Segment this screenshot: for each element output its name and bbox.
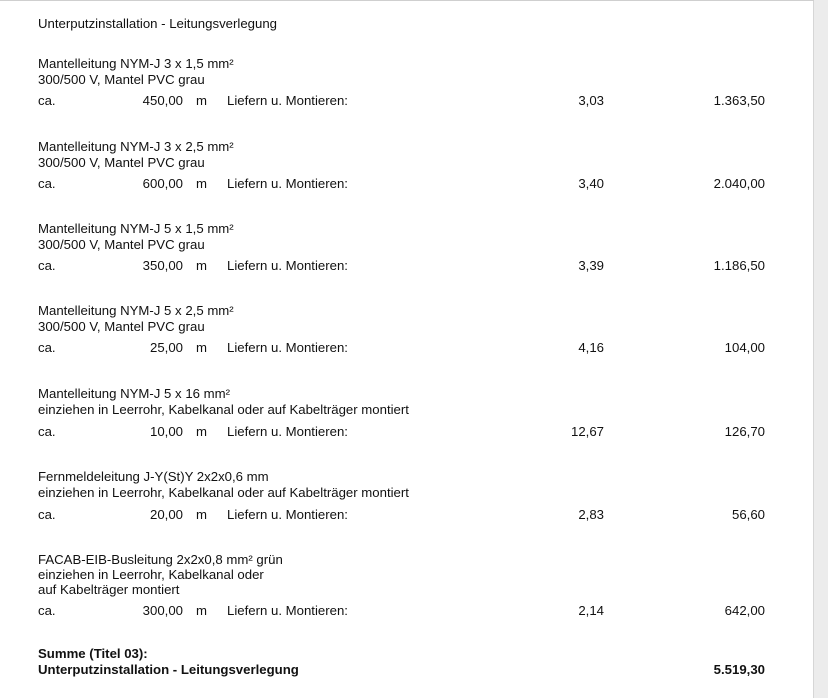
unit: m <box>196 603 207 618</box>
section-heading: Unterputzinstallation - Leitungsverlegung <box>38 16 277 31</box>
unit: m <box>196 507 207 522</box>
unit: m <box>196 93 207 108</box>
item-description-line: einziehen in Leerrohr, Kabelkanal oder <box>38 567 264 582</box>
summary-total: 5.519,30 <box>713 662 765 677</box>
item-description-line: auf Kabelträger montiert <box>38 582 180 597</box>
quantity: 20,00 <box>149 507 183 522</box>
item-description-line: Fernmeldeleitung J-Y(St)Y 2x2x0,6 mm <box>38 469 269 484</box>
unit-price: 2,83 <box>578 507 604 522</box>
action-label: Liefern u. Montieren: <box>227 176 348 191</box>
approx-label: ca. <box>38 507 56 522</box>
line-total: 642,00 <box>724 603 765 618</box>
action-label: Liefern u. Montieren: <box>227 93 348 108</box>
action-label: Liefern u. Montieren: <box>227 340 348 355</box>
line-total: 126,70 <box>724 424 765 439</box>
approx-label: ca. <box>38 176 56 191</box>
line-total: 1.363,50 <box>713 93 765 108</box>
unit: m <box>196 176 207 191</box>
approx-label: ca. <box>38 93 56 108</box>
item-description-line: 300/500 V, Mantel PVC grau <box>38 237 205 252</box>
item-description-line: einziehen in Leerrohr, Kabelkanal oder auf Kabelträger montiert <box>38 485 409 500</box>
item-description-line: 300/500 V, Mantel PVC grau <box>38 155 205 170</box>
line-total: 2.040,00 <box>713 176 765 191</box>
unit: m <box>196 424 207 439</box>
item-description-line: Mantelleitung NYM-J 5 x 2,5 mm² <box>38 303 234 318</box>
item-description-line: Mantelleitung NYM-J 3 x 2,5 mm² <box>38 139 234 154</box>
quantity: 450,00 <box>142 93 183 108</box>
line-total: 1.186,50 <box>713 258 765 273</box>
item-description-line: Mantelleitung NYM-J 5 x 16 mm² <box>38 386 231 401</box>
quantity: 10,00 <box>149 424 183 439</box>
page-top-border <box>0 0 814 1</box>
approx-label: ca. <box>38 340 56 355</box>
quantity: 350,00 <box>142 258 183 273</box>
unit-price: 3,40 <box>578 176 604 191</box>
item-description-line: FACAB-EIB-Busleitung 2x2x0,8 mm² grün <box>38 552 283 567</box>
item-description-line: 300/500 V, Mantel PVC grau <box>38 72 205 87</box>
quantity: 600,00 <box>142 176 183 191</box>
action-label: Liefern u. Montieren: <box>227 424 348 439</box>
line-total: 56,60 <box>731 507 765 522</box>
item-description-line: Mantelleitung NYM-J 5 x 1,5 mm² <box>38 221 234 236</box>
line-total: 104,00 <box>724 340 765 355</box>
approx-label: ca. <box>38 424 56 439</box>
unit-price: 3,39 <box>578 258 604 273</box>
unit-price: 4,16 <box>578 340 604 355</box>
item-description-line: 300/500 V, Mantel PVC grau <box>38 319 205 334</box>
unit: m <box>196 258 207 273</box>
action-label: Liefern u. Montieren: <box>227 258 348 273</box>
approx-label: ca. <box>38 603 56 618</box>
item-description-line: einziehen in Leerrohr, Kabelkanal oder auf Kabelträger montiert <box>38 402 409 417</box>
unit-price: 3,03 <box>578 93 604 108</box>
approx-label: ca. <box>38 258 56 273</box>
unit-price: 2,14 <box>578 603 604 618</box>
quantity: 300,00 <box>142 603 183 618</box>
unit-price: 12,67 <box>570 424 604 439</box>
summary-title: Summe (Titel 03): <box>38 646 148 661</box>
action-label: Liefern u. Montieren: <box>227 603 348 618</box>
unit: m <box>196 340 207 355</box>
quantity: 25,00 <box>149 340 183 355</box>
summary-section-name: Unterputzinstallation - Leitungsverlegung <box>38 662 299 677</box>
action-label: Liefern u. Montieren: <box>227 507 348 522</box>
item-description-line: Mantelleitung NYM-J 3 x 1,5 mm² <box>38 56 234 71</box>
